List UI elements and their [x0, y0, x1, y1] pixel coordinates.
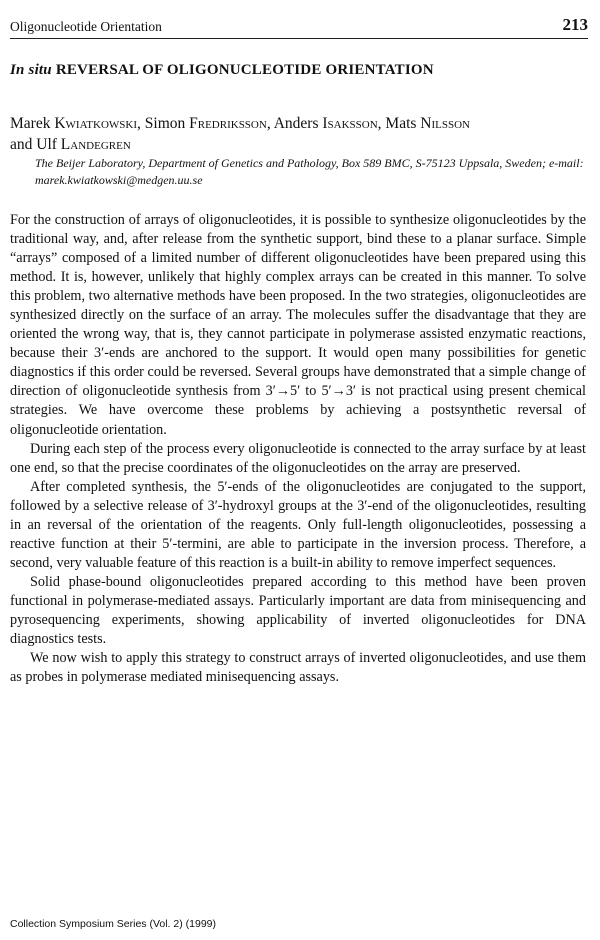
- paragraph: We now wish to apply this strategy to construct arrays of inverted oligonucleotides, and use them as probes in polymerase mediated minisequencing assays.: [10, 650, 586, 686]
- author: and Ulf Landegren: [10, 136, 131, 153]
- page-footer: Collection Symposium Series (Vol. 2) (1999): [10, 918, 217, 930]
- author: Mats Nilsson: [385, 115, 470, 132]
- affiliation: The Beijer Laboratory, Department of Genetics and Pathology, Box 589 BMC, S-75123 Uppsala, Sweden; e-mail: marek.kwiatkowski@medgen.uu.se: [35, 156, 584, 187]
- page-number: 213: [562, 15, 588, 34]
- title-main: REVERSAL OF OLIGONUCLEOTIDE ORIENTATION: [55, 62, 434, 78]
- article-title: [10, 62, 588, 79]
- paragraph: Solid phase-bound oligonucleotides prepared according to this method have been proven functional in polymerase-mediated assays. Particularly important are data from minisequencing and pyrosequencing experiments, showing applicability of inverted oligonucleotides for DNA diagnostics tests.: [10, 573, 586, 648]
- author-list: [10, 113, 560, 155]
- abstract-body: [10, 211, 586, 687]
- page-header: [10, 16, 588, 39]
- running-title: Oligonucleotide Orientation: [10, 19, 162, 34]
- author: Anders Isaksson,: [273, 115, 386, 132]
- paragraph: During each step of the process every oligonucleotide is connected to the array surface by at least one end, so that the precise coordinates of the oligonucleotides on the array are preserved.: [10, 440, 586, 476]
- paragraph: After completed synthesis, the 5′-ends of the oligonucleotides are conjugated to the support, followed by a selective release of 3′-hydroxyl groups at the 3′-end of the oligonucleotides, resulting in an reversal of the orientation of the reagents. Only full-length oligonucleotides, possessing a reactive function at their 5′-termini, are able to participate in the inversion process. Therefore, a second, very valuable feature of this reaction is a built-in ability to remove imperfect sequences.: [10, 478, 586, 571]
- title-italic-prefix: In situ: [10, 62, 52, 78]
- author: Simon Fredriksson,: [144, 115, 274, 132]
- author: Marek Kwiatkowski,: [10, 115, 145, 132]
- paragraph: For the construction of arrays of oligonucleotides, it is possible to synthesize oligonucleotides by the traditional way, and, after release from the synthetic support, bind these to a planar surface. Simple “arrays” composed of a limited number of different oligonucleotides have been prepared using this method. It is, however, unlikely that highly complex arrays can be created in this manner. To solve this problem, two alternative methods have been proposed. In the two strategies, oligonucleotides are synthesized directly on the surface of an array. The molecules suffer the disadvantage that they are oriented the wrong way, that is, they cannot participate in polymerase assisted enzymatic reactions, because their 3′-ends are anchored to the support. It would open many possibilities for genetic diagnostics if this order could be reversed. Several groups have demonstrated that a simple change of direction of oligonucleotide synthesis from 3′→5′ to 5′→3′ is not practical using present chemical strategies. We have overcome these problems by achieving a postsynthetic reversal of oligonucleotide orientation.: [10, 212, 586, 438]
